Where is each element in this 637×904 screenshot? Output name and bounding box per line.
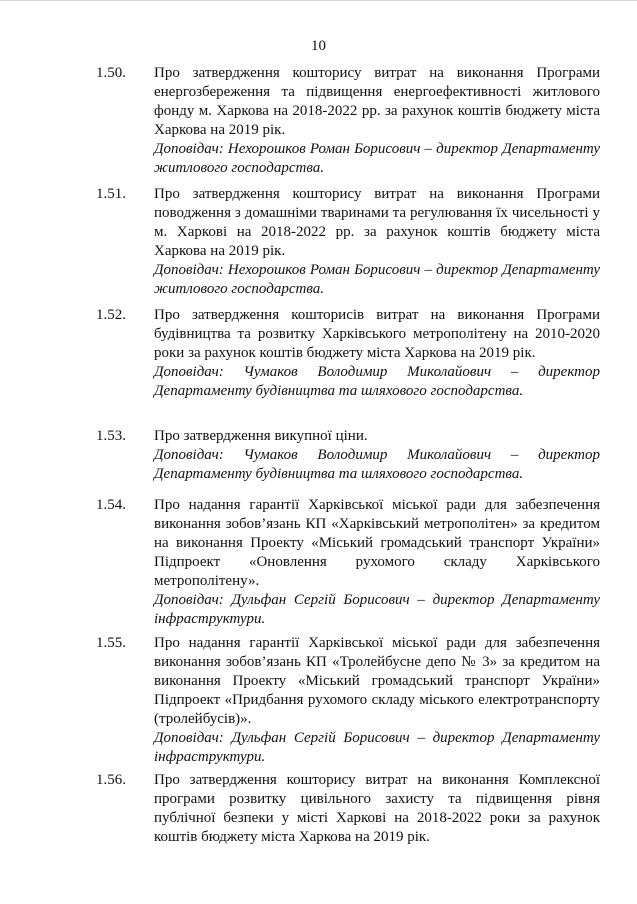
item-title: Про затвердження кошторису витрат на виконання Комплексної програми розвитку цивільного захисту та підвищення рівня публічної безпеки у місті Харкові на 2018-2022 роки за рахунок коштів бюджету міста Харкова на 2019 рік. — [154, 772, 600, 845]
item-title: Про надання гарантії Харківської міської ради для забезпечення виконання зобов’язань КП «Тролейбусне депо № 3» за кредитом на виконання Проекту «Міський громадський транспорт України» Підпроект «Придбання рухомого складу міського електротранспорту (тролейбусів)». — [154, 635, 600, 727]
item-number: 1.54. — [96, 497, 126, 513]
item-content — [154, 634, 600, 767]
item-content — [154, 64, 600, 178]
page-top-edge — [0, 0, 637, 1]
item-speaker: Доповідач: Чумаков Володимир Миколайович – директор Департаменту будівництва та шляхового господарства. — [154, 364, 600, 399]
page-number: 10 — [311, 38, 326, 54]
item-number: 1.53. — [96, 428, 126, 444]
item-title: Про затвердження кошторису витрат на виконання Програми поводження з домашніми тваринами та регулювання їх чисельності у м. Харкові на 2018-2022 рр. за рахунок коштів бюджету міста Харкова на 2019 рік. — [154, 186, 600, 259]
item-speaker: Доповідач: Чумаков Володимир Миколайович – директор Департаменту будівництва та шляхового господарства. — [154, 447, 600, 482]
item-title: Про надання гарантії Харківської міської ради для забезпечення виконання зобов’язань КП «Харківський метрополітен» за кредитом на виконання Проекту «Міський громадський транспорт України» Підпроект «Оновлення рухомого складу Харківського метрополітену». — [154, 497, 600, 589]
item-speaker: Доповідач: Дульфан Сергій Борисович – директор Департаменту інфраструктури. — [154, 730, 600, 765]
item-content — [154, 771, 600, 847]
item-speaker: Доповідач: Нехорошков Роман Борисович – директор Департаменту житлового господарства. — [154, 141, 600, 176]
item-number: 1.50. — [96, 65, 126, 81]
item-content — [154, 427, 600, 484]
item-number: 1.52. — [96, 307, 126, 323]
item-content — [154, 306, 600, 401]
item-content — [154, 496, 600, 629]
item-speaker: Доповідач: Дульфан Сергій Борисович – директор Департаменту інфраструктури. — [154, 592, 600, 627]
item-content — [154, 185, 600, 299]
item-title: Про затвердження кошторису витрат на виконання Програми енергозбереження та підвищення енергоефективності житлового фонду м. Харкова на 2018-2022 рр. за рахунок коштів бюджету міста Харкова на 2019 рік. — [154, 65, 600, 138]
item-title: Про затвердження кошторисів витрат на виконання Програми будівництва та розвитку Харківського метрополітену на 2010-2020 роки за рахунок коштів бюджету міста Харкова на 2019 рік. — [154, 307, 600, 361]
item-number: 1.51. — [96, 186, 126, 202]
item-number: 1.56. — [96, 772, 126, 788]
item-title: Про затвердження викупної ціни. — [154, 428, 368, 444]
item-speaker: Доповідач: Нехорошков Роман Борисович – директор Департаменту житлового господарства. — [154, 262, 600, 297]
item-number: 1.55. — [96, 635, 126, 651]
